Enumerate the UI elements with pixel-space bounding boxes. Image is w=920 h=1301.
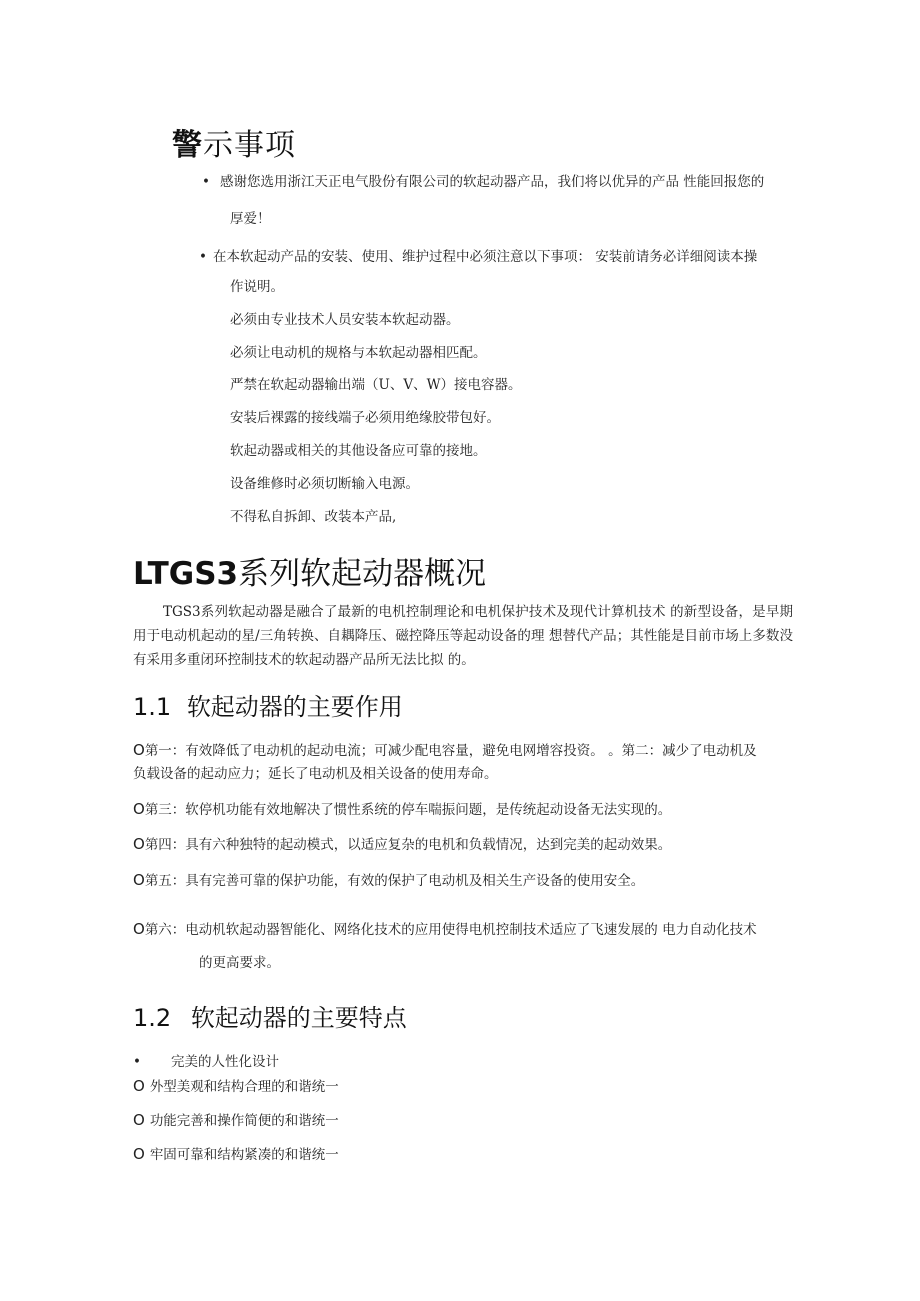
warning-note: 安装后裸露的接线端子必须用绝缘胶带包好。 [230,410,500,426]
section-1-1-item-6-line-2: 的更高要求。 [199,955,280,971]
section-1-2-item [133,1111,339,1129]
circle-marker: O [133,920,145,938]
section-1-1-item-3-text: 第三：软停机功能有效地解决了惯性系统的停车喘振问题，是传统起动设备无法实现的。 [144,802,672,818]
section-1-1-item-1-line-1: 第一：有效降低了电动机的起动电流；可减少配电容量，避免电网增容投资。 。第二：减少了电动机及 [144,743,757,759]
warning-heading-rest: 示事项 [203,128,296,163]
circle-marker: O [133,800,145,818]
section-1-2-item [133,1145,339,1163]
warning-bullet-1: • [202,174,210,190]
section-1-2-item-text: 牢固可靠和结构紧凑的和谐统一 [149,1147,339,1163]
section-1-1-item-5 [133,871,644,889]
overview-paragraph: TGS3系列软起动器是融合了最新的电机控制理论和电机保护技术及现代计算机技术 的新型设备，是早期用于电动机起动的星/三角转换、自耦降压、磁控降压等起动设备的理 想替代产品；其性能是目前市场上多数没有采用多重闭环控制技术的软起动器产品所无法比拟 的。 [133,604,793,668]
section-1-1-item-6-line-1: 第六：电动机软起动器智能化、网络化技术的应用使得电机控制技术适应了飞速发展的 电力自动化技术 [144,922,757,938]
circle-marker: O [133,741,145,759]
overview-heading-strong: LTGS3 [133,556,239,592]
section-1-1-item-1-line-2: 负载设备的起动应力；延长了电动机及相关设备的使用寿命。 [133,766,498,782]
warning-item-1-line-1: 感谢您选用浙江天正电气股份有限公司的软起动器产品，我们将以优异的产品 性能回报您的 [220,174,765,190]
section-1-2-item [133,1077,339,1095]
circle-marker: O [133,871,145,889]
section-1-2-bullet: • [133,1054,141,1070]
overview-heading-rest: 系列软起动器概况 [238,556,487,592]
warning-bullet-2: • [199,249,207,265]
warning-note: 软起动器或相关的其他设备应可靠的接地。 [230,443,487,459]
section-1-1-item-3 [133,800,671,818]
warning-note: 必须让电动机的规格与本软起动器相匹配。 [230,345,487,361]
section-1-1-item-4-text: 第四：具有六种独特的起动模式，以适应复杂的电机和负载情况，达到完美的起动效果。 [144,837,672,853]
section-1-2-title: 软起动器的主要特点 [190,1004,407,1032]
warning-note: 严禁在软起动器输出端（U、V、W）接电容器。 [230,377,522,393]
section-1-2-item-text: 外型美观和结构合理的和谐统一 [149,1079,339,1095]
section-1-1-heading [133,687,403,722]
warning-note: 必须由专业技术人员安装本软起动器。 [230,312,460,328]
circle-marker: O [133,1145,145,1163]
section-1-2-heading [133,998,407,1033]
section-1-2-item-text: 功能完善和操作简便的和谐统一 [149,1113,339,1129]
warning-note: 不得私自拆卸、改装本产品, [230,509,397,525]
circle-marker: O [133,1111,145,1129]
section-1-1-item-5-text: 第五：具有完善可靠的保护功能，有效的保护了电动机及相关生产设备的使用安全。 [144,873,645,889]
circle-marker: O [133,1077,145,1095]
section-1-1-item-1 [133,741,757,759]
warning-heading-strong: 警 [172,128,203,163]
section-1-1-item-4 [133,835,671,853]
section-1-2-bullet-text: 完美的人性化设计 [171,1054,279,1070]
section-1-1-number: 1.1 [133,693,172,721]
overview-heading [133,548,486,593]
circle-marker: O [133,835,145,853]
section-1-1-item-6 [133,920,757,938]
section-1-1-title: 软起动器的主要作用 [186,693,403,721]
warning-item-2-line-2: 作说明。 [230,279,284,295]
warning-note: 设备维修时必须切断输入电源。 [230,476,419,492]
warning-item-1-line-2: 厚爱！ [230,211,271,227]
section-1-2-number: 1.2 [133,1004,172,1032]
warning-item-2-line-1: 在本软起动产品的安装、使用、维护过程中必须注意以下事项： 安装前请务必详细阅读本操 [213,249,758,265]
warning-heading [172,120,296,164]
